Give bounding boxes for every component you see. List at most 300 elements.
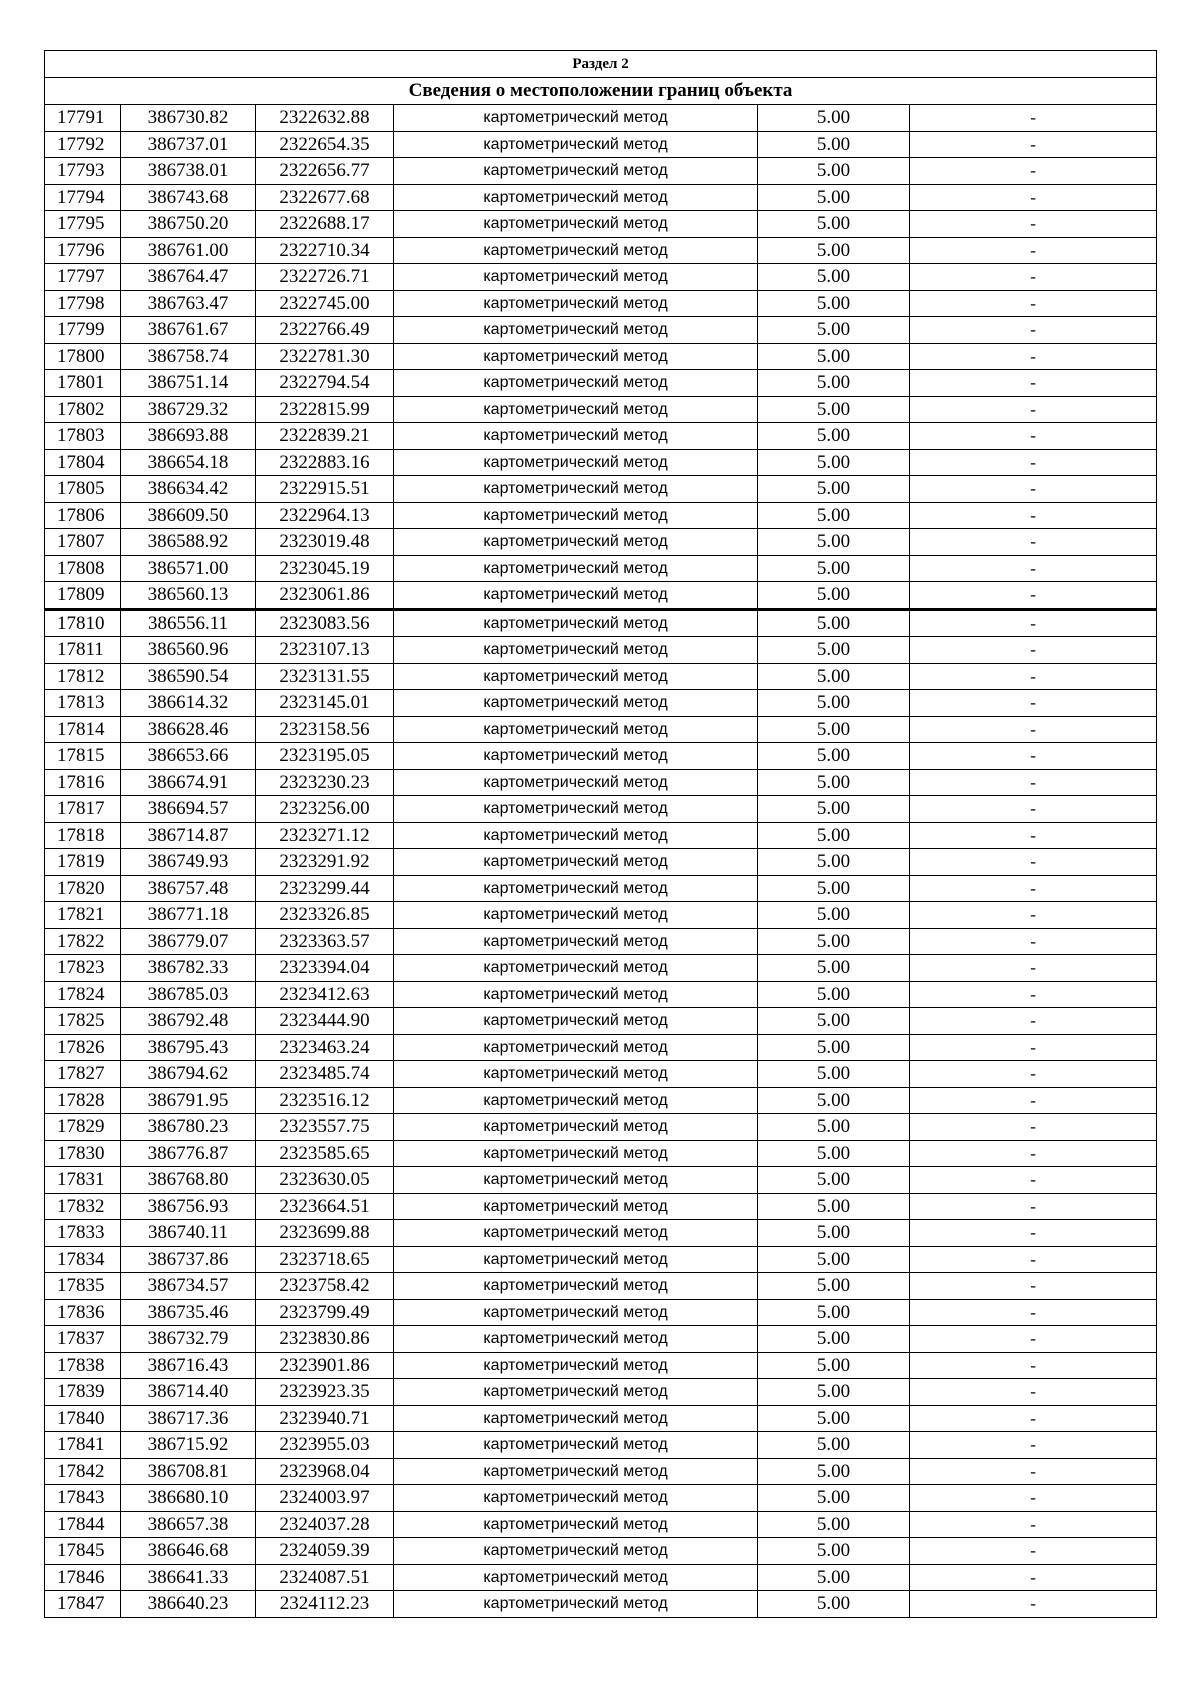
point-number-cell: 17835 — [45, 1273, 121, 1300]
table-row — [45, 529, 1157, 556]
method-cell: картометрический метод — [394, 1326, 758, 1353]
method-cell: картометрический метод — [394, 1167, 758, 1194]
table-row — [45, 822, 1157, 849]
note-cell: - — [910, 317, 1157, 344]
note-cell: - — [910, 476, 1157, 503]
method-cell: картометрический метод — [394, 343, 758, 370]
y-coordinate-cell: 2323630.05 — [256, 1167, 394, 1194]
point-number-cell: 17819 — [45, 849, 121, 876]
point-number-cell: 17815 — [45, 743, 121, 770]
y-coordinate-cell: 2323363.57 — [256, 928, 394, 955]
x-coordinate-cell: 386764.47 — [121, 264, 256, 291]
method-cell: картометрический метод — [394, 769, 758, 796]
y-coordinate-cell: 2323485.74 — [256, 1061, 394, 1088]
method-cell: картометрический метод — [394, 1140, 758, 1167]
method-cell: картометрический метод — [394, 1538, 758, 1565]
method-cell: картометрический метод — [394, 396, 758, 423]
accuracy-cell: 5.00 — [758, 449, 910, 476]
note-cell: - — [910, 637, 1157, 664]
accuracy-cell: 5.00 — [758, 555, 910, 582]
table-body — [45, 51, 1157, 1618]
method-cell: картометрический метод — [394, 822, 758, 849]
y-coordinate-cell: 2322710.34 — [256, 237, 394, 264]
x-coordinate-cell: 386792.48 — [121, 1008, 256, 1035]
table-row — [45, 663, 1157, 690]
x-coordinate-cell: 386657.38 — [121, 1511, 256, 1538]
table-row — [45, 1379, 1157, 1406]
x-coordinate-cell: 386588.92 — [121, 529, 256, 556]
accuracy-cell: 5.00 — [758, 211, 910, 238]
point-number-cell: 17810 — [45, 609, 121, 637]
y-coordinate-cell: 2323923.35 — [256, 1379, 394, 1406]
point-number-cell: 17802 — [45, 396, 121, 423]
point-number-cell: 17808 — [45, 555, 121, 582]
y-coordinate-cell: 2323271.12 — [256, 822, 394, 849]
y-coordinate-cell: 2323019.48 — [256, 529, 394, 556]
point-number-cell: 17823 — [45, 955, 121, 982]
y-coordinate-cell: 2323230.23 — [256, 769, 394, 796]
method-cell: картометрический метод — [394, 1405, 758, 1432]
accuracy-cell: 5.00 — [758, 317, 910, 344]
accuracy-cell: 5.00 — [758, 1167, 910, 1194]
table-row — [45, 1458, 1157, 1485]
accuracy-cell: 5.00 — [758, 105, 910, 132]
method-cell: картометрический метод — [394, 476, 758, 503]
y-coordinate-cell: 2323699.88 — [256, 1220, 394, 1247]
method-cell: картометрический метод — [394, 796, 758, 823]
table-row — [45, 1564, 1157, 1591]
y-coordinate-cell: 2324037.28 — [256, 1511, 394, 1538]
table-row — [45, 476, 1157, 503]
note-cell: - — [910, 981, 1157, 1008]
note-cell: - — [910, 396, 1157, 423]
x-coordinate-cell: 386738.01 — [121, 158, 256, 185]
accuracy-cell: 5.00 — [758, 1114, 910, 1141]
note-cell: - — [910, 343, 1157, 370]
table-row — [45, 1167, 1157, 1194]
note-cell: - — [910, 1246, 1157, 1273]
point-number-cell: 17803 — [45, 423, 121, 450]
accuracy-cell: 5.00 — [758, 582, 910, 610]
x-coordinate-cell: 386571.00 — [121, 555, 256, 582]
x-coordinate-cell: 386609.50 — [121, 502, 256, 529]
method-cell: картометрический метод — [394, 902, 758, 929]
note-cell: - — [910, 1061, 1157, 1088]
table-row — [45, 1114, 1157, 1141]
note-cell: - — [910, 1167, 1157, 1194]
y-coordinate-cell: 2323463.24 — [256, 1034, 394, 1061]
accuracy-cell: 5.00 — [758, 1246, 910, 1273]
point-number-cell: 17846 — [45, 1564, 121, 1591]
table-row — [45, 1485, 1157, 1512]
table-row — [45, 902, 1157, 929]
y-coordinate-cell: 2322654.35 — [256, 131, 394, 158]
method-cell: картометрический метод — [394, 875, 758, 902]
point-number-cell: 17841 — [45, 1432, 121, 1459]
note-cell: - — [910, 1220, 1157, 1247]
table-row — [45, 582, 1157, 610]
table-row — [45, 105, 1157, 132]
y-coordinate-cell: 2322656.77 — [256, 158, 394, 185]
x-coordinate-cell: 386791.95 — [121, 1087, 256, 1114]
note-cell: - — [910, 1140, 1157, 1167]
method-cell: картометрический метод — [394, 637, 758, 664]
accuracy-cell: 5.00 — [758, 875, 910, 902]
y-coordinate-cell: 2324059.39 — [256, 1538, 394, 1565]
x-coordinate-cell: 386749.93 — [121, 849, 256, 876]
note-cell: - — [910, 609, 1157, 637]
note-cell: - — [910, 1485, 1157, 1512]
y-coordinate-cell: 2322745.00 — [256, 290, 394, 317]
point-number-cell: 17796 — [45, 237, 121, 264]
accuracy-cell: 5.00 — [758, 796, 910, 823]
accuracy-cell: 5.00 — [758, 1140, 910, 1167]
accuracy-cell: 5.00 — [758, 981, 910, 1008]
accuracy-cell: 5.00 — [758, 663, 910, 690]
note-cell: - — [910, 158, 1157, 185]
point-number-cell: 17831 — [45, 1167, 121, 1194]
x-coordinate-cell: 386771.18 — [121, 902, 256, 929]
y-coordinate-cell: 2323045.19 — [256, 555, 394, 582]
y-coordinate-cell: 2323326.85 — [256, 902, 394, 929]
method-cell: картометрический метод — [394, 449, 758, 476]
method-cell: картометрический метод — [394, 1432, 758, 1459]
note-cell: - — [910, 105, 1157, 132]
method-cell: картометрический метод — [394, 1299, 758, 1326]
note-cell: - — [910, 1511, 1157, 1538]
method-cell: картометрический метод — [394, 1061, 758, 1088]
table-row — [45, 237, 1157, 264]
method-cell: картометрический метод — [394, 1379, 758, 1406]
method-cell: картометрический метод — [394, 928, 758, 955]
table-row — [45, 1008, 1157, 1035]
table-row — [45, 396, 1157, 423]
accuracy-cell: 5.00 — [758, 502, 910, 529]
point-number-cell: 17844 — [45, 1511, 121, 1538]
accuracy-cell: 5.00 — [758, 902, 910, 929]
y-coordinate-cell: 2322915.51 — [256, 476, 394, 503]
point-number-cell: 17832 — [45, 1193, 121, 1220]
note-cell: - — [910, 1379, 1157, 1406]
method-cell: картометрический метод — [394, 582, 758, 610]
x-coordinate-cell: 386740.11 — [121, 1220, 256, 1247]
x-coordinate-cell: 386795.43 — [121, 1034, 256, 1061]
x-coordinate-cell: 386590.54 — [121, 663, 256, 690]
accuracy-cell: 5.00 — [758, 1458, 910, 1485]
point-number-cell: 17817 — [45, 796, 121, 823]
note-cell: - — [910, 902, 1157, 929]
method-cell: картометрический метод — [394, 1034, 758, 1061]
y-coordinate-cell: 2322688.17 — [256, 211, 394, 238]
accuracy-cell: 5.00 — [758, 1591, 910, 1618]
note-cell: - — [910, 716, 1157, 743]
point-number-cell: 17839 — [45, 1379, 121, 1406]
table-row — [45, 981, 1157, 1008]
method-cell: картометрический метод — [394, 158, 758, 185]
point-number-cell: 17805 — [45, 476, 121, 503]
method-cell: картометрический метод — [394, 370, 758, 397]
y-coordinate-cell: 2322794.54 — [256, 370, 394, 397]
x-coordinate-cell: 386556.11 — [121, 609, 256, 637]
method-cell: картометрический метод — [394, 423, 758, 450]
point-number-cell: 17813 — [45, 690, 121, 717]
accuracy-cell: 5.00 — [758, 343, 910, 370]
point-number-cell: 17798 — [45, 290, 121, 317]
note-cell: - — [910, 796, 1157, 823]
method-cell: картометрический метод — [394, 1591, 758, 1618]
method-cell: картометрический метод — [394, 211, 758, 238]
section-header-row — [45, 51, 1157, 78]
x-coordinate-cell: 386729.32 — [121, 396, 256, 423]
y-coordinate-cell: 2323158.56 — [256, 716, 394, 743]
x-coordinate-cell: 386776.87 — [121, 1140, 256, 1167]
table-row — [45, 131, 1157, 158]
table-row — [45, 1193, 1157, 1220]
y-coordinate-cell: 2322766.49 — [256, 317, 394, 344]
accuracy-cell: 5.00 — [758, 184, 910, 211]
method-cell: картометрический метод — [394, 1008, 758, 1035]
x-coordinate-cell: 386735.46 — [121, 1299, 256, 1326]
note-cell: - — [910, 955, 1157, 982]
note-cell: - — [910, 690, 1157, 717]
x-coordinate-cell: 386782.33 — [121, 955, 256, 982]
point-number-cell: 17795 — [45, 211, 121, 238]
point-number-cell: 17811 — [45, 637, 121, 664]
point-number-cell: 17812 — [45, 663, 121, 690]
point-number-cell: 17824 — [45, 981, 121, 1008]
note-cell: - — [910, 849, 1157, 876]
x-coordinate-cell: 386757.48 — [121, 875, 256, 902]
y-coordinate-cell: 2322677.68 — [256, 184, 394, 211]
point-number-cell: 17807 — [45, 529, 121, 556]
note-cell: - — [910, 1273, 1157, 1300]
note-cell: - — [910, 1564, 1157, 1591]
point-number-cell: 17809 — [45, 582, 121, 610]
x-coordinate-cell: 386734.57 — [121, 1273, 256, 1300]
accuracy-cell: 5.00 — [758, 690, 910, 717]
x-coordinate-cell: 386785.03 — [121, 981, 256, 1008]
y-coordinate-cell: 2323585.65 — [256, 1140, 394, 1167]
accuracy-cell: 5.00 — [758, 1326, 910, 1353]
y-coordinate-cell: 2323758.42 — [256, 1273, 394, 1300]
table-row — [45, 769, 1157, 796]
y-coordinate-cell: 2324112.23 — [256, 1591, 394, 1618]
x-coordinate-cell: 386714.87 — [121, 822, 256, 849]
accuracy-cell: 5.00 — [758, 1061, 910, 1088]
x-coordinate-cell: 386737.86 — [121, 1246, 256, 1273]
y-coordinate-cell: 2322781.30 — [256, 343, 394, 370]
y-coordinate-cell: 2323394.04 — [256, 955, 394, 982]
table-row — [45, 1034, 1157, 1061]
table-row — [45, 343, 1157, 370]
x-coordinate-cell: 386737.01 — [121, 131, 256, 158]
table-row — [45, 1220, 1157, 1247]
y-coordinate-cell: 2323664.51 — [256, 1193, 394, 1220]
method-cell: картометрический метод — [394, 105, 758, 132]
x-coordinate-cell: 386715.92 — [121, 1432, 256, 1459]
method-cell: картометрический метод — [394, 1087, 758, 1114]
x-coordinate-cell: 386732.79 — [121, 1326, 256, 1353]
accuracy-cell: 5.00 — [758, 1485, 910, 1512]
point-number-cell: 17838 — [45, 1352, 121, 1379]
table-row — [45, 449, 1157, 476]
point-number-cell: 17845 — [45, 1538, 121, 1565]
note-cell: - — [910, 1538, 1157, 1565]
note-cell: - — [910, 1034, 1157, 1061]
accuracy-cell: 5.00 — [758, 1193, 910, 1220]
note-cell: - — [910, 290, 1157, 317]
method-cell: картометрический метод — [394, 663, 758, 690]
table-row — [45, 158, 1157, 185]
accuracy-cell: 5.00 — [758, 1034, 910, 1061]
x-coordinate-cell: 386779.07 — [121, 928, 256, 955]
method-cell: картометрический метод — [394, 716, 758, 743]
accuracy-cell: 5.00 — [758, 1008, 910, 1035]
y-coordinate-cell: 2323940.71 — [256, 1405, 394, 1432]
note-cell: - — [910, 1193, 1157, 1220]
note-cell: - — [910, 211, 1157, 238]
accuracy-cell: 5.00 — [758, 609, 910, 637]
accuracy-cell: 5.00 — [758, 264, 910, 291]
accuracy-cell: 5.00 — [758, 1220, 910, 1247]
accuracy-cell: 5.00 — [758, 1299, 910, 1326]
method-cell: картометрический метод — [394, 690, 758, 717]
x-coordinate-cell: 386560.13 — [121, 582, 256, 610]
table-row — [45, 743, 1157, 770]
x-coordinate-cell: 386716.43 — [121, 1352, 256, 1379]
point-number-cell: 17791 — [45, 105, 121, 132]
point-number-cell: 17842 — [45, 1458, 121, 1485]
y-coordinate-cell: 2323299.44 — [256, 875, 394, 902]
note-cell: - — [910, 449, 1157, 476]
accuracy-cell: 5.00 — [758, 769, 910, 796]
table-row — [45, 317, 1157, 344]
point-number-cell: 17792 — [45, 131, 121, 158]
x-coordinate-cell: 386628.46 — [121, 716, 256, 743]
table-row — [45, 1087, 1157, 1114]
y-coordinate-cell: 2323107.13 — [256, 637, 394, 664]
method-cell: картометрический метод — [394, 502, 758, 529]
method-cell: картометрический метод — [394, 1193, 758, 1220]
x-coordinate-cell: 386761.67 — [121, 317, 256, 344]
note-cell: - — [910, 264, 1157, 291]
point-number-cell: 17800 — [45, 343, 121, 370]
method-cell: картометрический метод — [394, 317, 758, 344]
table-row — [45, 1299, 1157, 1326]
table-row — [45, 637, 1157, 664]
accuracy-cell: 5.00 — [758, 1432, 910, 1459]
x-coordinate-cell: 386780.23 — [121, 1114, 256, 1141]
table-row — [45, 955, 1157, 982]
note-cell: - — [910, 184, 1157, 211]
table-row — [45, 1352, 1157, 1379]
accuracy-cell: 5.00 — [758, 158, 910, 185]
y-coordinate-cell: 2324003.97 — [256, 1485, 394, 1512]
table-row — [45, 1246, 1157, 1273]
point-number-cell: 17843 — [45, 1485, 121, 1512]
point-number-cell: 17801 — [45, 370, 121, 397]
y-coordinate-cell: 2324087.51 — [256, 1564, 394, 1591]
method-cell: картометрический метод — [394, 555, 758, 582]
method-cell: картометрический метод — [394, 1564, 758, 1591]
accuracy-cell: 5.00 — [758, 237, 910, 264]
point-number-cell: 17804 — [45, 449, 121, 476]
method-cell: картометрический метод — [394, 1246, 758, 1273]
y-coordinate-cell: 2323061.86 — [256, 582, 394, 610]
section-title: Раздел 2 — [45, 51, 1157, 78]
table-row — [45, 264, 1157, 291]
point-number-cell: 17840 — [45, 1405, 121, 1432]
table-row — [45, 849, 1157, 876]
method-cell: картометрический метод — [394, 1458, 758, 1485]
x-coordinate-cell: 386641.33 — [121, 1564, 256, 1591]
table-row — [45, 1591, 1157, 1618]
y-coordinate-cell: 2323557.75 — [256, 1114, 394, 1141]
note-cell: - — [910, 1458, 1157, 1485]
section-subtitle: Сведения о местоположении границ объекта — [45, 78, 1157, 105]
table-row — [45, 1140, 1157, 1167]
x-coordinate-cell: 386743.68 — [121, 184, 256, 211]
note-cell: - — [910, 1326, 1157, 1353]
y-coordinate-cell: 2323901.86 — [256, 1352, 394, 1379]
table-row — [45, 1405, 1157, 1432]
accuracy-cell: 5.00 — [758, 476, 910, 503]
note-cell: - — [910, 423, 1157, 450]
method-cell: картометрический метод — [394, 290, 758, 317]
accuracy-cell: 5.00 — [758, 1352, 910, 1379]
x-coordinate-cell: 386794.62 — [121, 1061, 256, 1088]
accuracy-cell: 5.00 — [758, 396, 910, 423]
method-cell: картометрический метод — [394, 955, 758, 982]
y-coordinate-cell: 2323955.03 — [256, 1432, 394, 1459]
x-coordinate-cell: 386646.68 — [121, 1538, 256, 1565]
y-coordinate-cell: 2322726.71 — [256, 264, 394, 291]
note-cell: - — [910, 1114, 1157, 1141]
table-row — [45, 609, 1157, 637]
x-coordinate-cell: 386694.57 — [121, 796, 256, 823]
y-coordinate-cell: 2323830.86 — [256, 1326, 394, 1353]
note-cell: - — [910, 769, 1157, 796]
accuracy-cell: 5.00 — [758, 716, 910, 743]
method-cell: картометрический метод — [394, 609, 758, 637]
table-row — [45, 1538, 1157, 1565]
y-coordinate-cell: 2323799.49 — [256, 1299, 394, 1326]
note-cell: - — [910, 1405, 1157, 1432]
point-number-cell: 17820 — [45, 875, 121, 902]
method-cell: картометрический метод — [394, 131, 758, 158]
x-coordinate-cell: 386751.14 — [121, 370, 256, 397]
accuracy-cell: 5.00 — [758, 928, 910, 955]
accuracy-cell: 5.00 — [758, 822, 910, 849]
note-cell: - — [910, 1591, 1157, 1618]
x-coordinate-cell: 386763.47 — [121, 290, 256, 317]
x-coordinate-cell: 386560.96 — [121, 637, 256, 664]
point-number-cell: 17814 — [45, 716, 121, 743]
accuracy-cell: 5.00 — [758, 423, 910, 450]
accuracy-cell: 5.00 — [758, 1273, 910, 1300]
accuracy-cell: 5.00 — [758, 1379, 910, 1406]
x-coordinate-cell: 386654.18 — [121, 449, 256, 476]
accuracy-cell: 5.00 — [758, 290, 910, 317]
method-cell: картометрический метод — [394, 849, 758, 876]
x-coordinate-cell: 386674.91 — [121, 769, 256, 796]
table-row — [45, 184, 1157, 211]
point-number-cell: 17836 — [45, 1299, 121, 1326]
note-cell: - — [910, 1087, 1157, 1114]
point-number-cell: 17828 — [45, 1087, 121, 1114]
x-coordinate-cell: 386768.80 — [121, 1167, 256, 1194]
note-cell: - — [910, 663, 1157, 690]
